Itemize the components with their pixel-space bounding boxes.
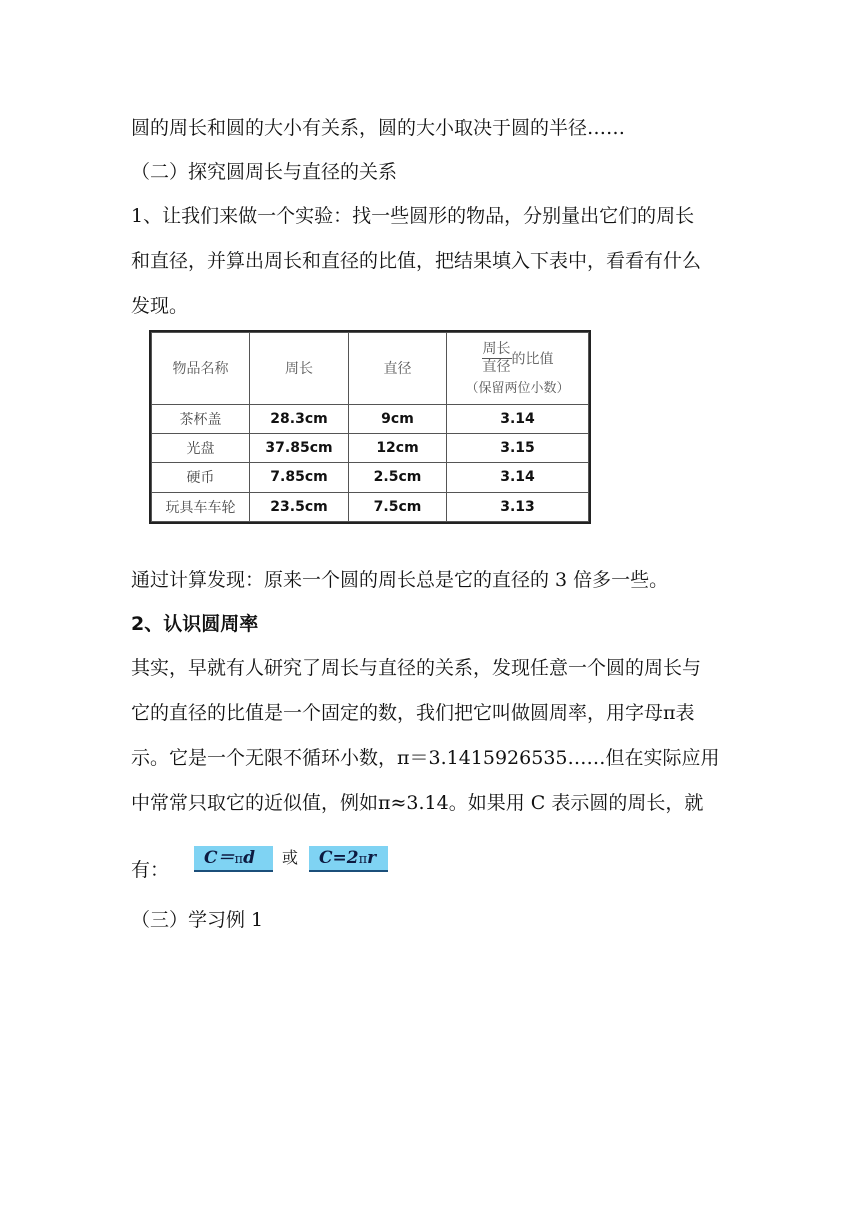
cell-name: 玩具车车轮	[152, 492, 250, 521]
header-diameter: 直径	[349, 333, 447, 405]
cell-diameter: 7.5cm	[349, 492, 447, 521]
paragraph-experiment-line2: 和直径，并算出周长和直径的比值，把结果填入下表中，看看有什么	[131, 250, 702, 272]
paragraph-pi-line1: 其实，早就有人研究了周长与直径的关系，发现任意一个圆的周长与	[131, 657, 702, 679]
section-heading-pi: 2、认识圆周率	[131, 613, 259, 635]
header-ratio	[447, 333, 589, 405]
header-circumference: 周长	[250, 333, 349, 405]
paragraph-experiment-line3: 发现。	[131, 295, 189, 317]
cell-ratio: 3.15	[447, 434, 589, 463]
paragraph-pi-line4: 中常常只取它的近似值，例如π≈3.14。如果用 C 表示圆的周长，就	[131, 792, 704, 814]
ratio-denominator: 直径	[482, 358, 511, 375]
table-row	[152, 434, 589, 463]
cell-name: 硬币	[152, 463, 250, 492]
paragraph-circle-size: 圆的周长和圆的大小有关系，圆的大小取决于圆的半径……	[131, 117, 626, 139]
cell-diameter: 9cm	[349, 404, 447, 433]
paragraph-pi-line3: 示。它是一个无限不循环小数，π＝3.1415926535……但在实际应用	[131, 747, 720, 769]
measurement-table	[151, 332, 589, 522]
ratio-note: （保留两位小数）	[465, 380, 570, 396]
measurement-table-image	[149, 330, 591, 524]
formula2-eq: =2	[332, 848, 359, 868]
formula1-eq: ＝	[217, 848, 235, 868]
cell-circumference: 37.85cm	[250, 434, 349, 463]
cell-ratio: 3.14	[447, 404, 589, 433]
formula1-pi: π	[234, 852, 244, 867]
formula2-c: C	[319, 848, 333, 868]
cell-name: 光盘	[152, 434, 250, 463]
paragraph-experiment-line1: 1、让我们来做一个实验：找一些圆形的物品，分别量出它们的周长	[131, 205, 695, 227]
formula-c-pi-d	[194, 846, 273, 872]
cell-diameter: 2.5cm	[349, 463, 447, 492]
formula2-var: r	[367, 848, 377, 868]
formula2-pi: π	[358, 852, 368, 867]
cell-ratio: 3.13	[447, 492, 589, 521]
table-row	[152, 463, 589, 492]
section-heading-3: （三）学习例 1	[131, 909, 264, 931]
ratio-numerator: 周长	[482, 340, 511, 357]
paragraph-formula-prefix: 有：	[131, 859, 170, 881]
formula-or: 或	[282, 848, 299, 867]
cell-circumference: 7.85cm	[250, 463, 349, 492]
header-name: 物品名称	[152, 333, 250, 405]
section-heading-2: （二）探究圆周长与直径的关系	[131, 161, 398, 183]
table-row	[152, 404, 589, 433]
table-row	[152, 492, 589, 521]
ratio-suffix: 的比值	[511, 351, 554, 368]
cell-circumference: 23.5cm	[250, 492, 349, 521]
formula-c-2pi-r	[309, 846, 388, 872]
formula1-c: C	[204, 848, 218, 868]
cell-diameter: 12cm	[349, 434, 447, 463]
formula1-var: d	[243, 848, 255, 868]
ratio-fraction	[482, 341, 512, 376]
paragraph-pi-line2: 它的直径的比值是一个固定的数，我们把它叫做圆周率，用字母π表	[131, 702, 695, 724]
cell-circumference: 28.3cm	[250, 404, 349, 433]
cell-ratio: 3.14	[447, 463, 589, 492]
paragraph-finding: 通过计算发现：原来一个圆的周长总是它的直径的 3 倍多一些。	[131, 569, 669, 591]
cell-name: 茶杯盖	[152, 404, 250, 433]
table-header-row	[152, 333, 589, 405]
